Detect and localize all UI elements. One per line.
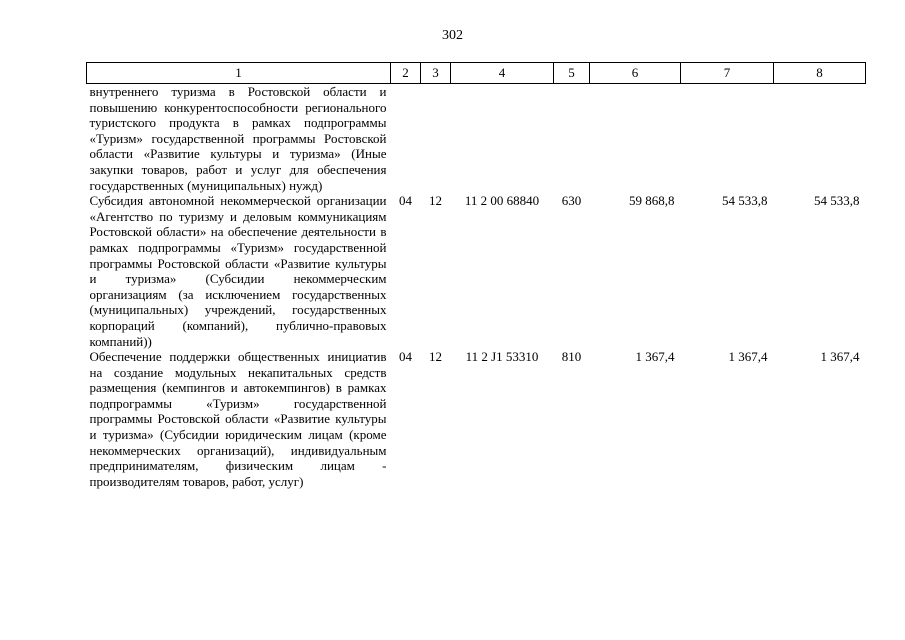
row-description: Обеспечение поддержки общественных инициатив на создание модульных некапитальных средств размещения (кемпингов и автокемпингов) в рамках подпрограммы «Туризм» государственной программы Ростовской области «Развитие культуры и туризма» (Субсидии юридическим лицам (кроме некоммерческих организаций), индивидуальным предпринимателям, физическим лицам - производителям товаров, работ, услуг) <box>89 349 387 489</box>
table-row <box>87 193 866 349</box>
table-row <box>87 84 866 194</box>
row-section: 04 <box>399 349 412 365</box>
row-subsection: 12 <box>429 349 442 365</box>
row-description: внутреннего туризма в Ростовской области и повышению конкурентоспособности регионального туристского продукта в рамках подпрограммы «Туризм» государственной программы Ростовской области «Развитие культуры и туризма» (Иные закупки товаров, работ и услуг для обеспечения государственных (муниципальных) нужд) <box>89 84 387 193</box>
row-subsection <box>421 84 451 194</box>
row-amount-col7: 54 533,8 <box>722 193 768 209</box>
column-header-2: 2 <box>391 63 421 84</box>
row-amount-col7: 1 367,4 <box>728 349 768 365</box>
row-description: Субсидия автономной некоммерческой организации «Агентство по туризму и деловым коммуникациям Ростовской области» на обеспечение деятельности в рамках подпрограммы «Туризм» государственной программы Ростовской области «Развитие культуры и туризма» (Субсидии некоммерческим организациям (за исключением государственных (муниципальных) учреждений, государственных корпораций (компаний), публично-правовых компаний)) <box>89 193 387 349</box>
table-row <box>87 349 866 489</box>
column-header-7: 7 <box>681 63 774 84</box>
column-header-6: 6 <box>590 63 681 84</box>
row-amount-col6: 59 868,8 <box>629 193 675 209</box>
row-target-article <box>451 84 554 194</box>
table-header-row <box>87 63 866 84</box>
row-section: 04 <box>399 193 412 209</box>
column-header-1: 1 <box>87 63 391 84</box>
row-target-article: 11 2 00 68840 <box>464 193 540 209</box>
row-target-article: 11 2 J1 53310 <box>465 349 539 365</box>
column-header-3: 3 <box>421 63 451 84</box>
row-amount-col6: 1 367,4 <box>635 349 675 365</box>
row-amount-col8: 1 367,4 <box>820 349 860 365</box>
column-header-5: 5 <box>554 63 590 84</box>
column-header-4: 4 <box>451 63 554 84</box>
column-header-8: 8 <box>774 63 866 84</box>
page-number: 302 <box>442 28 463 43</box>
row-expense-type <box>554 84 590 194</box>
budget-table <box>86 62 866 489</box>
row-amount-col6 <box>590 84 681 194</box>
row-amount-col7 <box>681 84 774 194</box>
row-expense-type: 630 <box>561 193 582 209</box>
row-amount-col8 <box>774 84 866 194</box>
row-section <box>391 84 421 194</box>
row-subsection: 12 <box>429 193 442 209</box>
row-amount-col8: 54 533,8 <box>814 193 860 209</box>
row-expense-type: 810 <box>561 349 582 365</box>
